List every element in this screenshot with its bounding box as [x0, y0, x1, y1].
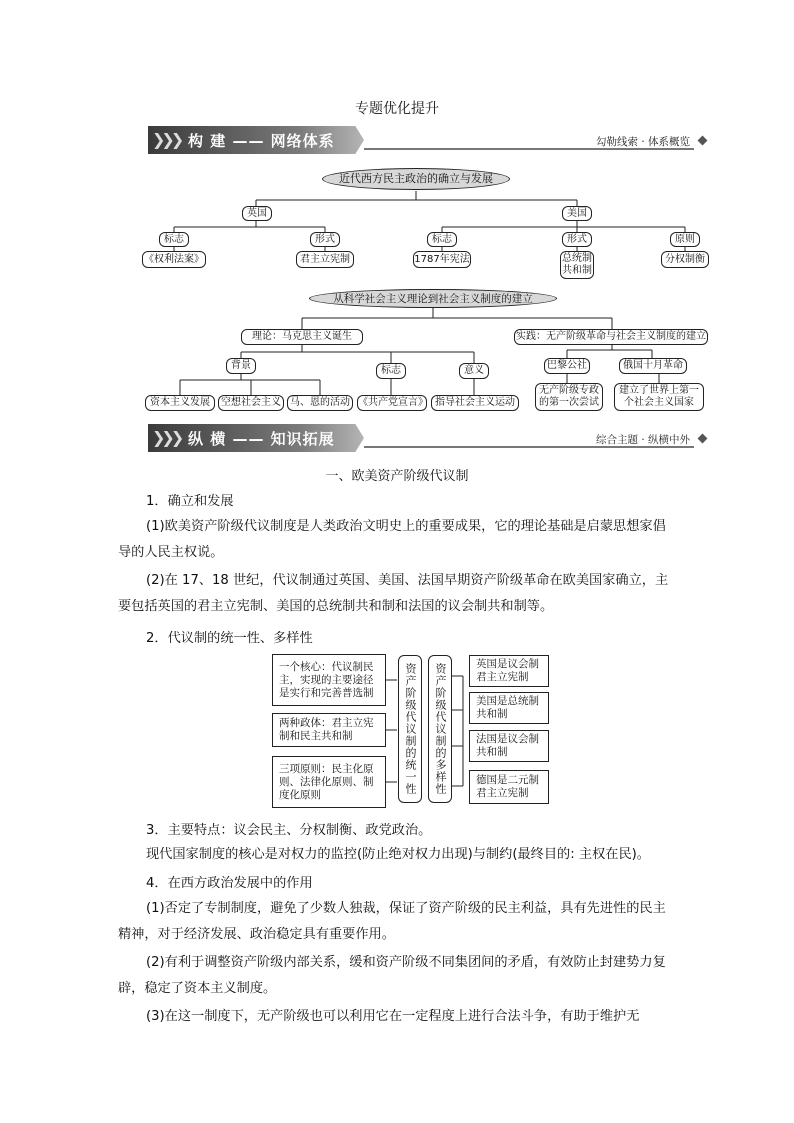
diversity-usa: 美国是总统制共和制 — [469, 692, 549, 724]
paragraph-3: 现代国家制度的核心是对权力的监控(防止绝对权力出现)与制约(最终目的: 主权在民)。 — [146, 847, 650, 862]
node-usa-principle: 原则 — [670, 232, 700, 247]
node-practice: 实践：无产阶级革命与社会主义制度的建立 — [514, 329, 708, 345]
tree1-root: 近代西方民主政治的确立与发展 — [322, 168, 510, 190]
node-britain-form: 形式 — [310, 232, 340, 247]
banner-title: 构 建 —— 网络体系 — [188, 132, 335, 150]
banner-subtitle: 综合主题 · 纵横中外 — [595, 434, 690, 446]
node-marx-engels-activity: 马、恩的活动 — [287, 395, 353, 411]
node-utopian-socialism: 空想社会主义 — [218, 395, 284, 411]
paragraph-1: (1)欧美资产阶级代议制度是人类政治文明史上的重要成果，它的理论基础是启蒙思想家倡导的人民主权说。 — [118, 519, 666, 560]
node-guide-socialist-movement: 指导社会主义运动 — [431, 395, 519, 411]
node-paris-commune: 巴黎公社 — [544, 358, 590, 374]
unity-core: 一个核心：代议制民主，实现的主要途径是实行和完善普选制 — [272, 654, 386, 706]
paragraph-5: (2)有利于调整资产阶级内部关系，缓和资产阶级不同集团间的矛盾，有效防止封建势力复辟，稳定了资本主义制度。 — [118, 955, 666, 996]
subheading-3: 3．主要特点：议会民主、分权制衡、政党政治。 — [146, 823, 432, 838]
diversity-britain: 英国是议会制君主立宪制 — [469, 655, 549, 687]
node-presidential-republic: 总统制共和制 — [560, 251, 594, 279]
subheading-2: 2．代议制的统一性、多样性 — [146, 631, 313, 646]
paragraph-4: (1)否定了专制制度，避免了少数人独裁，保证了资产阶级的民主利益，具有先进性的民主精神，对于经济发展、政治稳定具有重要作用。 — [118, 901, 666, 942]
paragraph-2: (2)在 17、18 世纪，代议制通过英国、美国、法国早期资产阶级革命在欧美国家确立，主要包括英国的君主立宪制、美国的总统制共和制和法国的议会制共和制等。 — [118, 573, 669, 614]
section-heading: 一、欧美资产阶级代议制 — [325, 469, 469, 484]
chevron-icon: ❯❯❯ — [152, 130, 181, 149]
node-usa-mark: 标志 — [427, 232, 457, 247]
node-mark: 标志 — [376, 363, 406, 379]
node-britain: 英国 — [242, 206, 272, 221]
page-title: 专题优化提升 — [355, 101, 439, 117]
node-capitalism-development: 资本主义发展 — [145, 395, 215, 411]
node-october-revolution: 俄国十月革命 — [619, 358, 687, 374]
tree2-root: 从科学社会主义理论到社会主义制度的建立 — [309, 289, 557, 308]
banner-title: 纵 横 —— 知识拓展 — [188, 430, 335, 448]
unity-label: 资产阶级代议制的统一性 — [398, 655, 422, 803]
node-meaning: 意义 — [459, 363, 489, 379]
node-october-desc: 建立了世界上第一个社会主义国家 — [614, 383, 704, 411]
node-usa-form: 形式 — [562, 232, 592, 247]
node-paris-desc: 无产阶级专政的第一次尝试 — [535, 383, 603, 411]
node-theory: 理论：马克思主义诞生 — [241, 329, 363, 345]
node-1787-constitution: 1787年宪法 — [413, 251, 471, 268]
unity-three-principles: 三项原则：民主化原则、法律化原则、制度化原则 — [272, 756, 386, 808]
node-communist-manifesto: 《共产党宣言》 — [357, 395, 427, 411]
unity-two-regimes: 两种政体：君主立宪制和民主共和制 — [272, 713, 386, 747]
subheading-4: 4．在西方政治发展中的作用 — [146, 876, 313, 891]
node-usa: 美国 — [562, 206, 592, 221]
diversity-germany: 德国是二元制君主立宪制 — [469, 770, 549, 804]
diversity-label: 资产阶级代议制的多样性 — [428, 655, 452, 803]
node-background: 背景 — [226, 358, 256, 374]
banner-subtitle: 勾勒线索 · 体系概览 — [595, 136, 690, 148]
diversity-france: 法国是议会制共和制 — [469, 730, 549, 762]
subheading-1: 1．确立和发展 — [146, 494, 234, 509]
paragraph-6: (3)在这一制度下，无产阶级也可以利用它在一定程度上进行合法斗争，有助于维护无 — [146, 1009, 640, 1024]
node-checks-balances: 分权制衡 — [661, 251, 709, 268]
node-bill-of-rights: 《权利法案》 — [142, 251, 206, 268]
chevron-icon: ❯❯❯ — [152, 428, 181, 447]
node-constitutional-monarchy: 君主立宪制 — [296, 251, 354, 268]
node-britain-mark: 标志 — [159, 232, 189, 247]
